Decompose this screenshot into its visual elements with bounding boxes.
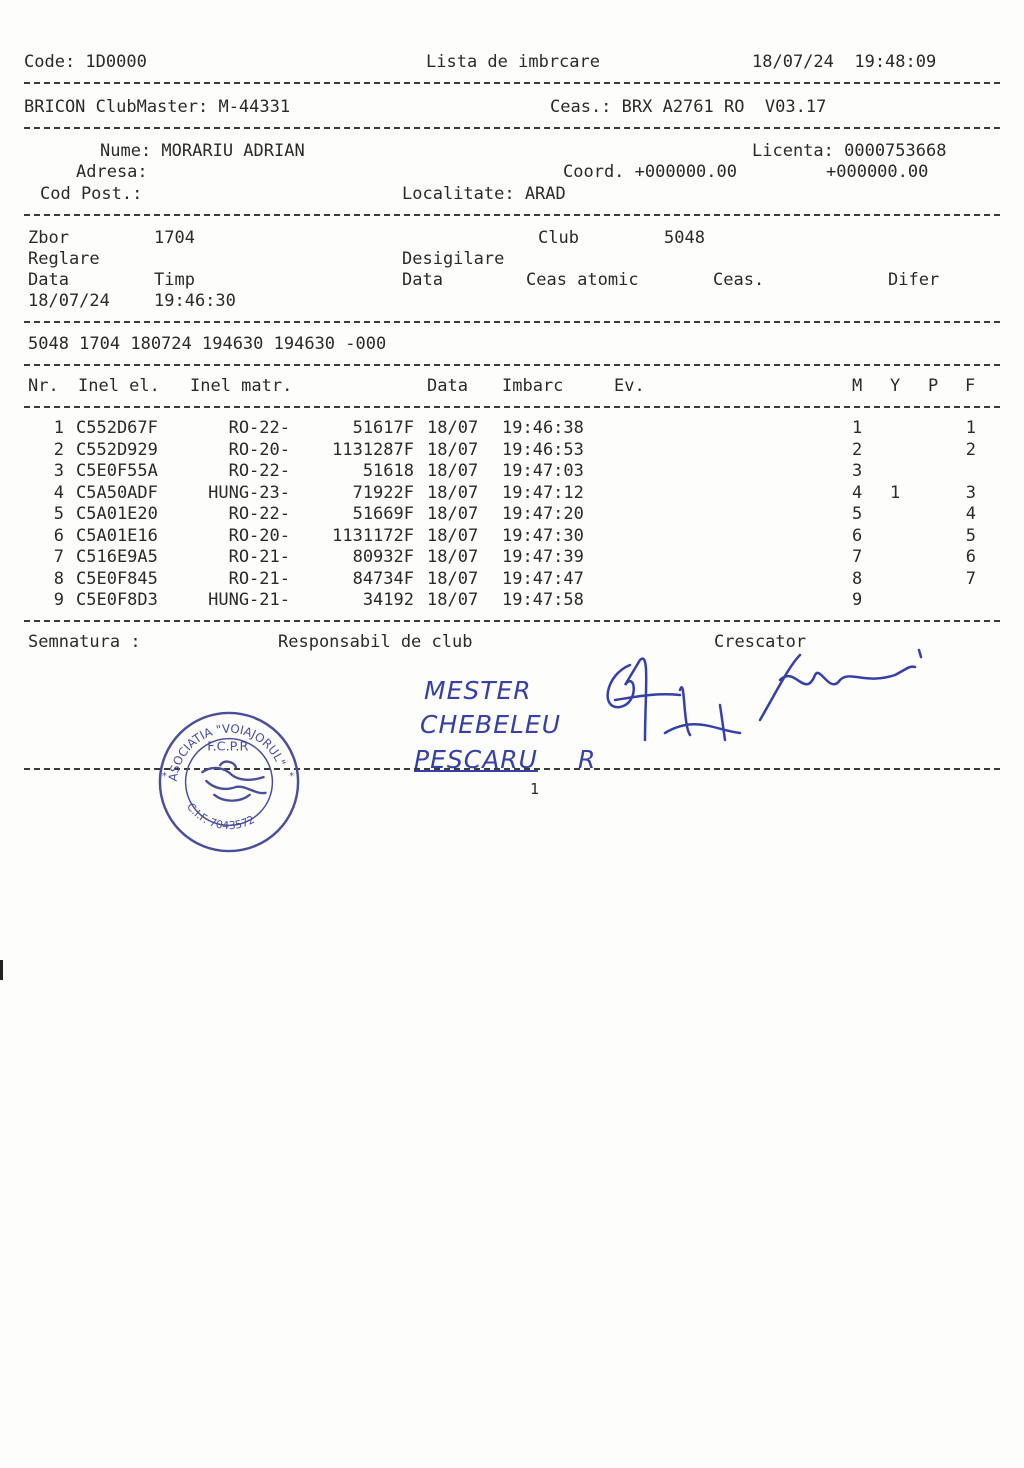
row-date: 18/07 [427,483,479,503]
row-nr: 7 [53,547,64,567]
setting-time: 19:46:30 [154,291,236,311]
row-inel-el: C552D929 [76,440,158,460]
row-f: 5 [965,526,976,546]
stamp-arc-text: ASOCIATIA "VOIAJORUL" [165,721,289,783]
coordinates: Coord. +000000.00 [563,162,737,182]
row-m: 4 [852,483,863,503]
row-time: 19:47:03 [502,461,584,481]
setting-date: 18/07/24 [28,291,110,311]
row-ring-prefix: HUNG-21- [208,590,290,610]
col-imbarc: Imbarc [502,376,564,396]
row-m: 3 [852,461,863,481]
license-number: Licenta: 0000753668 [752,141,947,161]
row-inel-el: C5E0F8D3 [76,590,158,610]
row-m: 8 [852,569,863,589]
row-date: 18/07 [427,461,479,481]
stamp-cif-text: C.I.F. 7043572 [184,800,257,833]
setting-label: Reglare [28,249,100,269]
row-ring-number: 51669F [352,504,414,524]
club-label: Club [538,228,579,248]
separator [24,127,1000,129]
dove-icon [202,762,265,801]
svg-text:C.I.F. 7043572 [184,800,257,832]
row-y: 1 [890,483,901,503]
row-ring-prefix: RO-21- [228,569,290,589]
separator [24,82,1000,84]
row-ring-number: 84734F [352,569,414,589]
unseal-label: Desigilare [402,249,505,269]
postal-code-label: Cod Post.: [40,184,143,204]
row-f: 3 [965,483,976,503]
row-ring-prefix: RO-22- [228,418,290,438]
print-datetime: 18/07/24 19:48:09 [752,52,937,72]
row-time: 19:47:47 [502,569,584,589]
col-inel-el: Inel el. [78,376,160,396]
row-ring-number: 34192 [362,590,414,610]
handwritten-name-mester: MESTER [424,676,532,705]
row-inel-el: C5A01E16 [76,526,158,546]
row-ring-prefix: RO-22- [228,461,290,481]
difference-label: Difer [888,270,940,290]
row-time: 19:47:30 [502,526,584,546]
separator [24,364,1000,366]
handwritten-initial: R [578,745,597,774]
row-ring-number: 1131287F [332,440,414,460]
scan-edge-mark [0,960,3,980]
col-nr: Nr. [28,376,59,396]
col-ev: Ev. [614,376,645,396]
handwritten-name-chebeleu: CHEBELEU [420,710,562,739]
row-time: 19:46:38 [502,418,584,438]
unseal-date-label: Data [402,270,443,290]
row-ring-prefix: RO-21- [228,547,290,567]
row-date: 18/07 [427,418,479,438]
row-nr: 2 [53,440,64,460]
row-time: 19:47:20 [502,504,584,524]
association-stamp [155,708,303,856]
row-m: 6 [852,526,863,546]
handwritten-name-pescaru: PESCARU [414,745,538,774]
locality: Localitate: ARAD [402,184,566,204]
code-label: Code: 1D0000 [24,52,147,72]
row-date: 18/07 [427,590,479,610]
row-ring-prefix: HUNG-23- [208,483,290,503]
fancier-name: Nume: MORARIU ADRIAN [100,141,305,161]
row-nr: 3 [53,461,64,481]
row-ring-number: 51618 [362,461,414,481]
row-nr: 8 [53,569,64,589]
row-inel-el: C552D67F [76,418,158,438]
time-label: Timp [154,270,195,290]
row-date: 18/07 [427,569,479,589]
row-nr: 1 [53,418,64,438]
row-inel-el: C5A50ADF [76,483,158,503]
signature-scribble [595,645,925,765]
row-f: 1 [965,418,976,438]
page-number: 1 [530,780,540,798]
row-ring-prefix: RO-22- [228,504,290,524]
clock-id: Ceas.: BRX A2761 RO V03.17 [550,97,827,117]
row-ring-number: 80932F [352,547,414,567]
club-value: 5048 [664,228,705,248]
row-m: 2 [852,440,863,460]
club-responsible-label: Responsabil de club [278,632,473,652]
row-f: 4 [965,504,976,524]
col-m: M [852,376,863,396]
row-nr: 4 [53,483,64,503]
row-ring-number: 51617F [352,418,414,438]
atomic-clock-label: Ceas atomic [526,270,639,290]
col-y: Y [890,376,901,396]
row-m: 1 [852,418,863,438]
row-time: 19:47:39 [502,547,584,567]
row-inel-el: C516E9A5 [76,547,158,567]
svg-text:*: * [289,771,295,783]
row-m: 9 [852,590,863,610]
row-date: 18/07 [427,526,479,546]
breeder-label: Crescator [714,632,807,652]
row-inel-el: C5A01E20 [76,504,158,524]
address-label: Adresa: [76,162,148,182]
separator [24,321,1000,323]
row-inel-el: C5E0F55A [76,461,158,481]
clock-label: Ceas. [713,270,765,290]
col-inel-matr: Inel matr. [190,376,293,396]
row-time: 19:46:53 [502,440,584,460]
row-ring-prefix: RO-20- [228,526,290,546]
col-data: Data [427,376,468,396]
row-time: 19:47:58 [502,590,584,610]
row-f: 7 [965,569,976,589]
svg-text:*: * [161,771,167,783]
row-nr: 5 [53,504,64,524]
row-nr: 6 [53,526,64,546]
date-label: Data [28,270,69,290]
row-ring-prefix: RO-20- [228,440,290,460]
row-ring-number: 1131172F [332,526,414,546]
clubmaster-id: BRICON ClubMaster: M-44331 [24,97,291,117]
col-p: P [928,376,939,396]
row-f: 6 [965,547,976,567]
stamp-center-text: F.C.P.R [207,739,249,755]
row-ring-number: 71922F [352,483,414,503]
document-title: Lista de imbrcare [426,52,600,72]
row-inel-el: C5E0F845 [76,569,158,589]
separator [24,214,1000,216]
row-date: 18/07 [427,547,479,567]
row-date: 18/07 [427,504,479,524]
flight-value: 1704 [154,228,195,248]
separator [24,620,1000,622]
row-date: 18/07 [427,440,479,460]
row-nr: 9 [53,590,64,610]
separator [24,406,1000,408]
col-f: F [965,376,976,396]
coordinates-second: +000000.00 [826,162,929,182]
row-m: 7 [852,547,863,567]
row-m: 5 [852,504,863,524]
row-f: 2 [965,440,976,460]
signature-label: Semnatura : [28,632,141,652]
flight-label: Zbor [28,228,69,248]
row-time: 19:47:12 [502,483,584,503]
flight-code-line: 5048 1704 180724 194630 194630 -000 [28,334,387,354]
